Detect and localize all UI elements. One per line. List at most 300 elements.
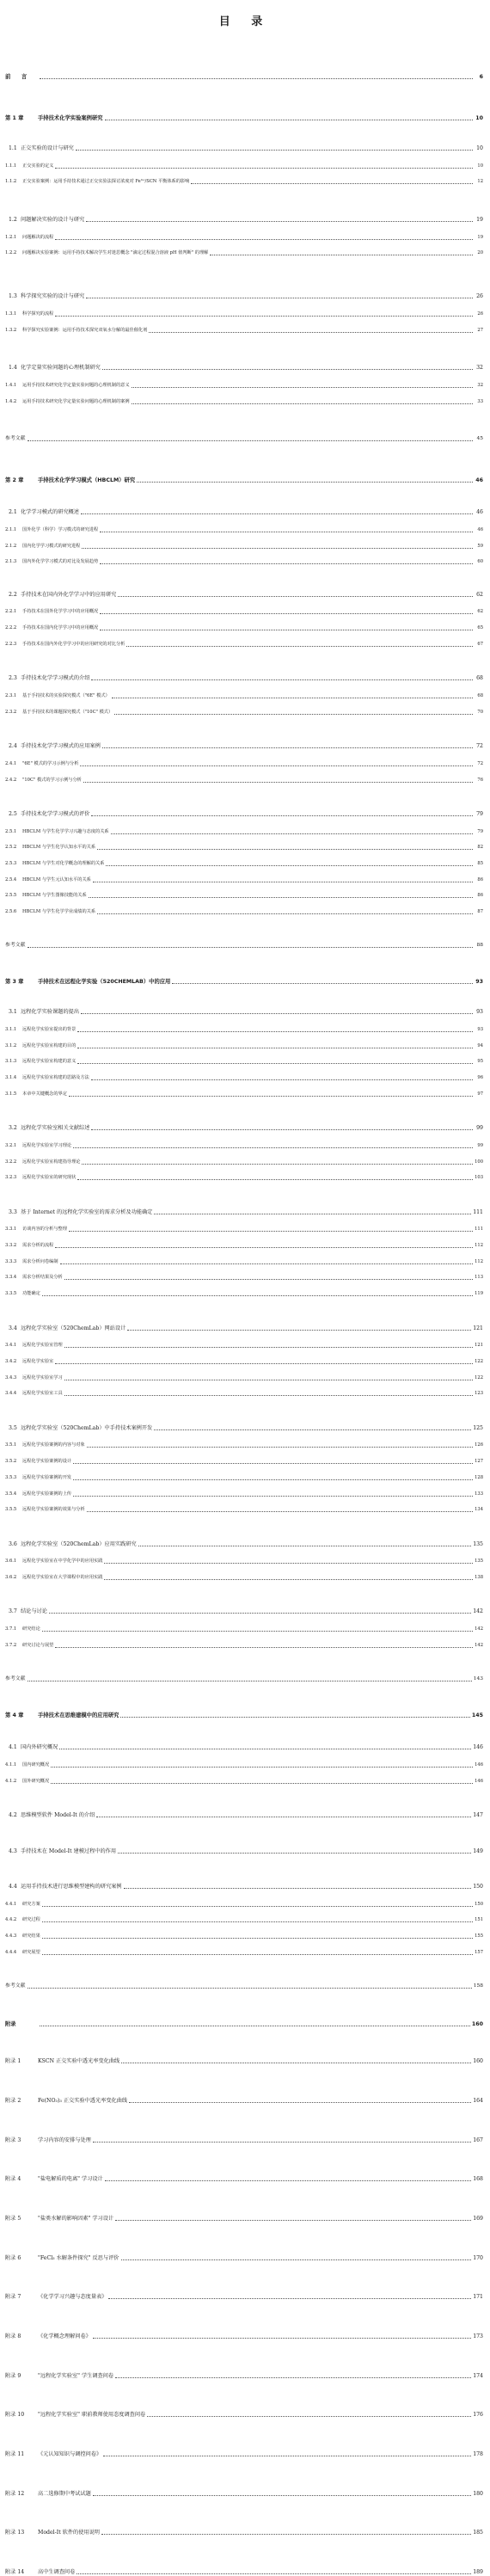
toc-entry-number: 4.4.4 bbox=[5, 1950, 17, 1955]
toc-entry-number: 3.6.1 bbox=[5, 1559, 17, 1564]
toc-entry-page: 135 bbox=[473, 1541, 483, 1547]
toc-entry[interactable] bbox=[5, 1357, 483, 1366]
toc-entry-page: 93 bbox=[476, 1009, 483, 1015]
dot-leader bbox=[97, 849, 473, 850]
toc-entry[interactable] bbox=[5, 177, 483, 186]
toc-entry-page: 10 bbox=[476, 145, 483, 151]
toc-entry[interactable] bbox=[5, 2214, 483, 2222]
toc-entry-number: 附录 3 bbox=[5, 2137, 21, 2143]
toc-entry-page: 122 bbox=[475, 1375, 483, 1380]
toc-entry-title: 远程化学实验室构建的意义 bbox=[22, 1059, 77, 1064]
toc-entry[interactable] bbox=[5, 977, 483, 986]
toc-entry-page: 168 bbox=[473, 2176, 483, 2182]
toc-entry-title: 正交实验的定义 bbox=[22, 163, 54, 169]
toc-entry[interactable] bbox=[5, 708, 483, 716]
dot-leader bbox=[126, 646, 473, 647]
toc-entry[interactable] bbox=[5, 1641, 483, 1650]
toc-entry-page: 133 bbox=[475, 1491, 483, 1497]
toc-entry-number: 3.1.4 bbox=[5, 1075, 17, 1080]
toc-entry[interactable] bbox=[5, 673, 483, 682]
toc-entry-title: HBCLM 与学生化学学习兴趣与态度的关系 bbox=[22, 829, 109, 834]
dot-leader bbox=[118, 596, 473, 597]
dot-leader bbox=[86, 221, 473, 222]
toc-entry-number: 附录 1 bbox=[5, 2058, 21, 2064]
toc-entry-page: 32 bbox=[477, 383, 483, 388]
toc-entry-title: 科学探究的流程 bbox=[22, 311, 54, 317]
toc-entry-page: 160 bbox=[473, 2058, 483, 2064]
toc-entry-title: 运用手持技术研究化学定量实验问题的心理机制的意义 bbox=[22, 383, 130, 388]
toc-entry-page: 93 bbox=[475, 979, 483, 985]
toc-entry-page: 142 bbox=[475, 1643, 483, 1648]
toc-entry[interactable] bbox=[5, 1324, 483, 1332]
toc-entry-number: 3.3.3 bbox=[5, 1259, 17, 1264]
dot-leader bbox=[82, 1164, 473, 1165]
toc-entry-title: 运用手持技术研究化学定量实验问题的心理机制的案例 bbox=[22, 399, 130, 404]
toc-entry[interactable] bbox=[5, 1141, 483, 1150]
toc-entry-page: 45 bbox=[476, 436, 483, 441]
toc-entry[interactable] bbox=[5, 310, 483, 318]
toc-entry[interactable] bbox=[5, 507, 483, 516]
toc-entry-number: 3.1.2 bbox=[5, 1043, 17, 1048]
toc-entry-number: 2.3.2 bbox=[5, 710, 17, 715]
toc-entry-title: "10C" 模式的学习示例与分析 bbox=[22, 778, 82, 783]
dot-leader bbox=[115, 2377, 471, 2378]
toc-entry[interactable] bbox=[5, 2136, 483, 2144]
toc-entry[interactable] bbox=[5, 2450, 483, 2458]
toc-entry-page: 19 bbox=[477, 235, 483, 240]
toc-entry-page: 185 bbox=[473, 2530, 483, 2536]
toc-entry[interactable] bbox=[5, 1173, 483, 1182]
dot-leader bbox=[147, 2416, 471, 2417]
toc-entry[interactable] bbox=[5, 1573, 483, 1582]
toc-entry[interactable] bbox=[5, 476, 483, 484]
toc-entry-title: 化学定量实验问题的心理机制研究 bbox=[21, 365, 101, 371]
toc-entry-title: 思维模型软件 Model-It 的介绍 bbox=[21, 1812, 95, 1818]
toc-entry[interactable] bbox=[5, 326, 483, 335]
dot-leader bbox=[111, 833, 473, 834]
toc-entry-page: 70 bbox=[477, 710, 483, 715]
toc-entry-page: 135 bbox=[475, 1559, 483, 1564]
dot-leader bbox=[77, 1031, 473, 1032]
toc-entry[interactable] bbox=[5, 1025, 483, 1034]
dot-leader bbox=[114, 714, 473, 715]
toc-entry[interactable] bbox=[5, 1457, 483, 1466]
toc-entry[interactable] bbox=[5, 2410, 483, 2419]
toc-entry-number: 3.5.1 bbox=[5, 1442, 17, 1448]
toc-entry[interactable] bbox=[5, 114, 483, 122]
toc-entry-title: 远程化学实验室在大学课程中的应用实践 bbox=[22, 1575, 103, 1580]
toc-entry-title: 手持技术在 Model-It 建模过程中的作用 bbox=[21, 1848, 117, 1854]
toc-entry-title: 需求分析问卷编制 bbox=[22, 1259, 58, 1264]
toc-entry-number: 2.4.2 bbox=[5, 778, 17, 783]
dot-leader bbox=[55, 239, 473, 240]
toc-entry[interactable] bbox=[5, 2528, 483, 2536]
toc-entry-page: 157 bbox=[475, 1950, 483, 1955]
toc-entry[interactable] bbox=[5, 2371, 483, 2380]
toc-entry-title: 国内研究概况 bbox=[22, 1762, 50, 1768]
dot-leader bbox=[93, 2495, 471, 2496]
toc-entry-page: 62 bbox=[477, 609, 483, 614]
toc-entry-page: 67 bbox=[477, 642, 483, 647]
toc-entry-title: 远程化学实验室的研究现状 bbox=[22, 1175, 77, 1180]
dot-leader bbox=[100, 613, 473, 614]
toc-entry[interactable] bbox=[5, 1557, 483, 1565]
toc-entry-title: "远程化学实验室" 学生调查问卷 bbox=[38, 2373, 114, 2379]
dot-leader bbox=[51, 1783, 473, 1784]
dot-leader bbox=[60, 1263, 473, 1264]
toc-entry-title: 参考文献 bbox=[5, 1983, 26, 1989]
dot-leader bbox=[40, 78, 473, 79]
toc-entry-number: 3.2.1 bbox=[5, 1143, 17, 1148]
dot-leader bbox=[73, 1463, 473, 1464]
toc-entry-title: 本章中关键概念的界定 bbox=[22, 1091, 67, 1097]
toc-entry[interactable] bbox=[5, 526, 483, 534]
dot-leader bbox=[28, 947, 473, 948]
toc-entry-number: 2.5.3 bbox=[5, 861, 17, 866]
toc-entry[interactable] bbox=[5, 397, 483, 406]
toc-entry[interactable] bbox=[5, 2096, 483, 2105]
toc-entry-number: 3.4 bbox=[9, 1325, 17, 1331]
toc-entry[interactable] bbox=[5, 624, 483, 632]
toc-entry-number: 3.3.2 bbox=[5, 1243, 17, 1248]
dot-leader bbox=[42, 1631, 473, 1632]
dot-leader bbox=[76, 150, 473, 151]
dot-leader bbox=[97, 913, 473, 914]
toc-entry-title: 远程化学实验室 bbox=[22, 1359, 54, 1364]
toc-entry[interactable] bbox=[5, 1423, 483, 1432]
toc-entry[interactable] bbox=[5, 1675, 483, 1683]
toc-entry[interactable] bbox=[5, 1540, 483, 1548]
toc-entry[interactable] bbox=[5, 1490, 483, 1498]
toc-entry-page: 158 bbox=[473, 1983, 483, 1989]
toc-entry[interactable] bbox=[5, 590, 483, 599]
toc-entry[interactable] bbox=[5, 215, 483, 224]
dot-leader bbox=[102, 747, 473, 748]
dot-leader bbox=[108, 2298, 471, 2299]
toc-entry[interactable] bbox=[5, 1777, 483, 1786]
toc-entry-number: 3.3.5 bbox=[5, 1291, 17, 1296]
toc-entry[interactable] bbox=[5, 809, 483, 818]
toc-entry-page: 142 bbox=[473, 1608, 483, 1614]
toc-entry[interactable] bbox=[5, 2020, 483, 2028]
toc-entry-number: 3.1 bbox=[9, 1009, 17, 1015]
toc-entry[interactable] bbox=[5, 1932, 483, 1940]
toc-entry[interactable] bbox=[5, 1847, 483, 1855]
toc-entry[interactable] bbox=[5, 1882, 483, 1891]
toc-entry-page: 99 bbox=[476, 1125, 483, 1131]
toc-entry[interactable] bbox=[5, 1273, 483, 1282]
toc-entry-page: 82 bbox=[477, 845, 483, 850]
toc-entry-page: 60 bbox=[477, 559, 483, 564]
dot-leader bbox=[42, 1295, 473, 1296]
toc-entry-page: 160 bbox=[471, 2021, 483, 2027]
toc-entry-page: 146 bbox=[475, 1762, 483, 1768]
toc-entry[interactable] bbox=[5, 1374, 483, 1382]
toc-entry-title: 《化学学习兴趣与态度量表》 bbox=[38, 2294, 107, 2300]
toc-entry-title: 参考文献 bbox=[5, 436, 26, 441]
toc-entry[interactable] bbox=[5, 876, 483, 884]
toc-entry-title: 化学学习模式的研究概述 bbox=[21, 509, 80, 515]
toc-entry-page: 86 bbox=[477, 893, 483, 898]
toc-entry-page: 169 bbox=[473, 2216, 483, 2222]
toc-entry-title: HBCLM 与学生对化学概念的理解的关系 bbox=[22, 861, 105, 866]
toc-entry[interactable] bbox=[5, 776, 483, 784]
toc-entry-page: 87 bbox=[477, 909, 483, 914]
toc-entry-page: 151 bbox=[475, 1917, 483, 1922]
toc-entry-page: 128 bbox=[475, 1475, 483, 1480]
toc-entry-page: 72 bbox=[476, 743, 483, 749]
toc-entry-number: 3.6.2 bbox=[5, 1575, 17, 1580]
toc-entry-number: 2.5.1 bbox=[5, 829, 17, 834]
toc-entry-title: 研究结果 bbox=[22, 1934, 40, 1939]
toc-entry-number: 3.1.3 bbox=[5, 1059, 17, 1064]
toc-entry[interactable] bbox=[5, 72, 483, 81]
toc-entry[interactable] bbox=[5, 233, 483, 242]
toc-entry[interactable] bbox=[5, 843, 483, 851]
toc-entry-title: 手持技术化学学习模式的介绍 bbox=[21, 675, 90, 681]
toc-entry[interactable] bbox=[5, 1915, 483, 1924]
dot-leader bbox=[91, 1129, 473, 1130]
toc-entry[interactable] bbox=[5, 1441, 483, 1449]
dot-leader bbox=[77, 2573, 471, 2574]
toc-entry[interactable] bbox=[5, 1158, 483, 1166]
toc-entry-title: 高二选修期中考试试题 bbox=[38, 2491, 91, 2497]
toc-entry[interactable] bbox=[5, 692, 483, 700]
toc-entry-page: 97 bbox=[477, 1091, 483, 1097]
toc-entry[interactable] bbox=[5, 1505, 483, 1514]
toc-entry-page: 111 bbox=[473, 1209, 483, 1215]
toc-entry[interactable] bbox=[5, 941, 483, 950]
toc-entry[interactable] bbox=[5, 2174, 483, 2183]
toc-entry[interactable] bbox=[5, 1607, 483, 1615]
dot-leader bbox=[42, 1954, 473, 1955]
dot-leader bbox=[83, 782, 473, 783]
toc-entry-page: 6 bbox=[479, 74, 483, 80]
dot-leader bbox=[81, 1013, 473, 1014]
toc-entry[interactable] bbox=[5, 1982, 483, 1990]
toc-entry[interactable] bbox=[5, 1257, 483, 1266]
toc-entry-title: Fe(NO₃)₃ 正交实验中透光率变化曲线 bbox=[38, 2098, 128, 2104]
toc-entry-number: 3.2 bbox=[9, 1125, 17, 1131]
toc-entry-number: 2.2.1 bbox=[5, 609, 17, 614]
toc-entry-number: 3.1.5 bbox=[5, 1091, 17, 1097]
toc-entry-page: 79 bbox=[476, 811, 483, 817]
toc-entry-number: 4.4.2 bbox=[5, 1917, 17, 1922]
toc-entry-title: 手持技术在国内外化学学习中的应用研究 bbox=[21, 592, 117, 598]
toc-entry-number: 2.2.2 bbox=[5, 625, 17, 630]
toc-entry-number: 2.1.1 bbox=[5, 527, 17, 532]
toc-entry-title: KSCN 正交实验中透光率变化曲线 bbox=[38, 2058, 120, 2064]
toc-entry[interactable] bbox=[5, 363, 483, 372]
toc-entry-number: 1.1.2 bbox=[5, 179, 17, 184]
toc-entry[interactable] bbox=[5, 1948, 483, 1957]
toc-entry-page: 72 bbox=[477, 761, 483, 766]
toc-entry[interactable] bbox=[5, 1007, 483, 1016]
toc-entry-title: 远程化学实验案例的上传 bbox=[22, 1491, 72, 1497]
dot-leader bbox=[69, 1096, 473, 1097]
toc-entry-title: 高中生调查问卷 bbox=[38, 2569, 76, 2575]
toc-entry-title: 手持技术化学学习模式的评价 bbox=[21, 811, 90, 817]
toc-entry[interactable] bbox=[5, 741, 483, 750]
dot-leader bbox=[87, 1511, 473, 1512]
toc-entry-number: 第 3 章 bbox=[5, 979, 24, 985]
toc-entry-page: 180 bbox=[473, 2491, 483, 2497]
toc-entry-page: 111 bbox=[475, 1227, 483, 1232]
toc-entry-page: 134 bbox=[475, 1507, 483, 1512]
toc-entry-page: 99 bbox=[477, 1143, 483, 1148]
toc-entry-title: "远程化学实验室" 职前教师使用态度调查问卷 bbox=[38, 2412, 146, 2418]
toc-entry-title: 《化学概念理解问卷》 bbox=[38, 2333, 91, 2339]
toc-entry[interactable] bbox=[5, 2567, 483, 2576]
toc-entry[interactable] bbox=[5, 249, 483, 257]
dot-leader bbox=[115, 2220, 471, 2221]
dot-leader bbox=[55, 1247, 473, 1248]
toc-entry-page: 68 bbox=[477, 693, 483, 698]
toc-entry[interactable] bbox=[5, 1073, 483, 1082]
dot-leader bbox=[104, 1579, 473, 1580]
toc-entry-number: 3.5.5 bbox=[5, 1507, 17, 1512]
toc-entry-number: 4.1.1 bbox=[5, 1762, 17, 1768]
toc-entry[interactable] bbox=[5, 2056, 483, 2065]
toc-entry-title: 手持技术在国外化学学习中的应用概况 bbox=[22, 609, 99, 614]
toc-entry-title: "盐电解质的电离" 学习设计 bbox=[38, 2176, 103, 2182]
toc-entry[interactable] bbox=[5, 292, 483, 300]
toc-entry[interactable] bbox=[5, 640, 483, 649]
toc-entry-title: HBCLM 与学生化学认知水平的关系 bbox=[22, 845, 96, 850]
toc-entry[interactable] bbox=[5, 2489, 483, 2498]
toc-entry-page: 121 bbox=[475, 1343, 483, 1348]
toc-entry[interactable] bbox=[5, 557, 483, 566]
dot-leader bbox=[64, 1347, 473, 1348]
toc-entry-page: 62 bbox=[476, 592, 483, 598]
toc-entry[interactable] bbox=[5, 1123, 483, 1132]
toc-entry-title: 问题解决的流程 bbox=[22, 235, 54, 240]
dot-leader bbox=[149, 332, 473, 333]
toc-entry[interactable] bbox=[5, 859, 483, 868]
toc-entry-page: 46 bbox=[476, 509, 483, 515]
toc-entry-number: 3.6 bbox=[9, 1541, 17, 1547]
toc-entry-number: 2.5.6 bbox=[5, 909, 17, 914]
toc-entry[interactable] bbox=[5, 891, 483, 900]
toc-entry-page: 65 bbox=[477, 625, 483, 630]
toc-entry[interactable] bbox=[5, 1711, 483, 1719]
toc-entry-page: 122 bbox=[475, 1359, 483, 1364]
toc-entry[interactable] bbox=[5, 1289, 483, 1298]
toc-entry-page: 164 bbox=[473, 2098, 483, 2104]
toc-entry-page: 126 bbox=[475, 1442, 483, 1448]
toc-entry[interactable] bbox=[5, 1341, 483, 1349]
toc-entry-title: 远程化学实验课题的提出 bbox=[21, 1009, 80, 1015]
toc-entry-page: 149 bbox=[473, 1848, 483, 1854]
dot-leader bbox=[81, 513, 473, 514]
dot-leader bbox=[132, 403, 473, 404]
toc-entry-number: 3.4.4 bbox=[5, 1391, 17, 1396]
toc-entry-number: 4.3 bbox=[9, 1848, 17, 1854]
toc-entry[interactable] bbox=[5, 1743, 483, 1751]
dot-leader bbox=[55, 168, 473, 169]
toc-entry[interactable] bbox=[5, 381, 483, 390]
toc-entry-number: 附录 12 bbox=[5, 2491, 25, 2497]
toc-entry-title: 参考文献 bbox=[5, 943, 26, 948]
toc-entry[interactable] bbox=[5, 1811, 483, 1819]
toc-entry[interactable] bbox=[5, 1900, 483, 1909]
dot-leader bbox=[91, 679, 473, 680]
dot-leader bbox=[137, 482, 473, 483]
toc-entry[interactable] bbox=[5, 144, 483, 152]
toc-entry[interactable] bbox=[5, 1090, 483, 1098]
toc-entry[interactable] bbox=[5, 907, 483, 916]
dot-leader bbox=[28, 1988, 472, 1989]
toc-entry-number: 3.7 bbox=[9, 1608, 17, 1614]
toc-entry[interactable] bbox=[5, 542, 483, 550]
toc-entry[interactable] bbox=[5, 2253, 483, 2262]
toc-entry[interactable] bbox=[5, 1042, 483, 1050]
toc-entry[interactable] bbox=[5, 1389, 483, 1398]
toc-entry-title: 基于手持技术的实验探究模式（"6E" 模式） bbox=[22, 693, 110, 698]
toc-entry-number: 1.2.1 bbox=[5, 235, 17, 240]
toc-entry-title: 远程化学实验室提出的背景 bbox=[22, 1027, 77, 1032]
toc-entry-number: 1.4 bbox=[9, 365, 17, 371]
toc-entry-number: 1.3.1 bbox=[5, 311, 17, 317]
toc-entry-page: 27 bbox=[477, 328, 483, 333]
toc-entry-title: 需求分析结果及分析 bbox=[22, 1275, 63, 1280]
toc-entry-number: 附录 2 bbox=[5, 2098, 21, 2104]
toc-entry[interactable] bbox=[5, 434, 483, 443]
toc-entry-number: 4.2 bbox=[9, 1812, 17, 1818]
toc-entry[interactable] bbox=[5, 1225, 483, 1233]
toc-entry-number: 4.1.2 bbox=[5, 1779, 17, 1784]
dot-leader bbox=[120, 1717, 469, 1718]
toc-entry-number: 2.2.3 bbox=[5, 642, 17, 647]
toc-entry-page: 59 bbox=[477, 544, 483, 549]
toc-entry-page: 143 bbox=[473, 1676, 483, 1681]
dot-leader bbox=[118, 1853, 471, 1854]
toc-entry[interactable] bbox=[5, 1761, 483, 1769]
toc-entry-page: 46 bbox=[477, 527, 483, 532]
page-title: 目 录 bbox=[218, 15, 272, 28]
dot-leader bbox=[106, 865, 473, 866]
toc-entry[interactable] bbox=[5, 1625, 483, 1633]
toc-entry-page: 19 bbox=[476, 217, 483, 223]
dot-leader bbox=[129, 2102, 471, 2103]
toc-entry-number: 4.4.1 bbox=[5, 1902, 17, 1907]
toc-entry-title: 问题解决实验的设计与研究 bbox=[21, 217, 85, 223]
dot-leader bbox=[104, 1563, 473, 1564]
toc-entry[interactable] bbox=[5, 162, 483, 170]
toc-entry[interactable] bbox=[5, 1057, 483, 1066]
toc-entry-title: 研究结论 bbox=[22, 1626, 40, 1632]
toc-entry[interactable] bbox=[5, 759, 483, 768]
toc-entry-number: 4.1 bbox=[9, 1744, 17, 1750]
dot-leader bbox=[69, 1231, 473, 1232]
toc-entry-number: 前 言 bbox=[5, 74, 28, 80]
toc-entry[interactable] bbox=[5, 2292, 483, 2301]
toc-entry[interactable] bbox=[5, 2332, 483, 2340]
toc-entry[interactable] bbox=[5, 1473, 483, 1482]
toc-entry-title: 远程化学实验室构建的思路及方法 bbox=[22, 1075, 89, 1080]
toc-entry[interactable] bbox=[5, 607, 483, 616]
dot-leader bbox=[64, 1395, 473, 1396]
toc-entry[interactable] bbox=[5, 1241, 483, 1250]
toc-entry-page: 125 bbox=[473, 1425, 483, 1431]
toc-entry[interactable] bbox=[5, 827, 483, 836]
toc-entry[interactable] bbox=[5, 1208, 483, 1216]
dot-leader bbox=[64, 1279, 473, 1280]
toc-entry-page: 95 bbox=[477, 1059, 483, 1064]
toc-entry-page: 112 bbox=[475, 1259, 483, 1264]
toc-entry-number: 4.4 bbox=[9, 1884, 17, 1890]
toc-entry-number: 2.4 bbox=[9, 743, 17, 749]
